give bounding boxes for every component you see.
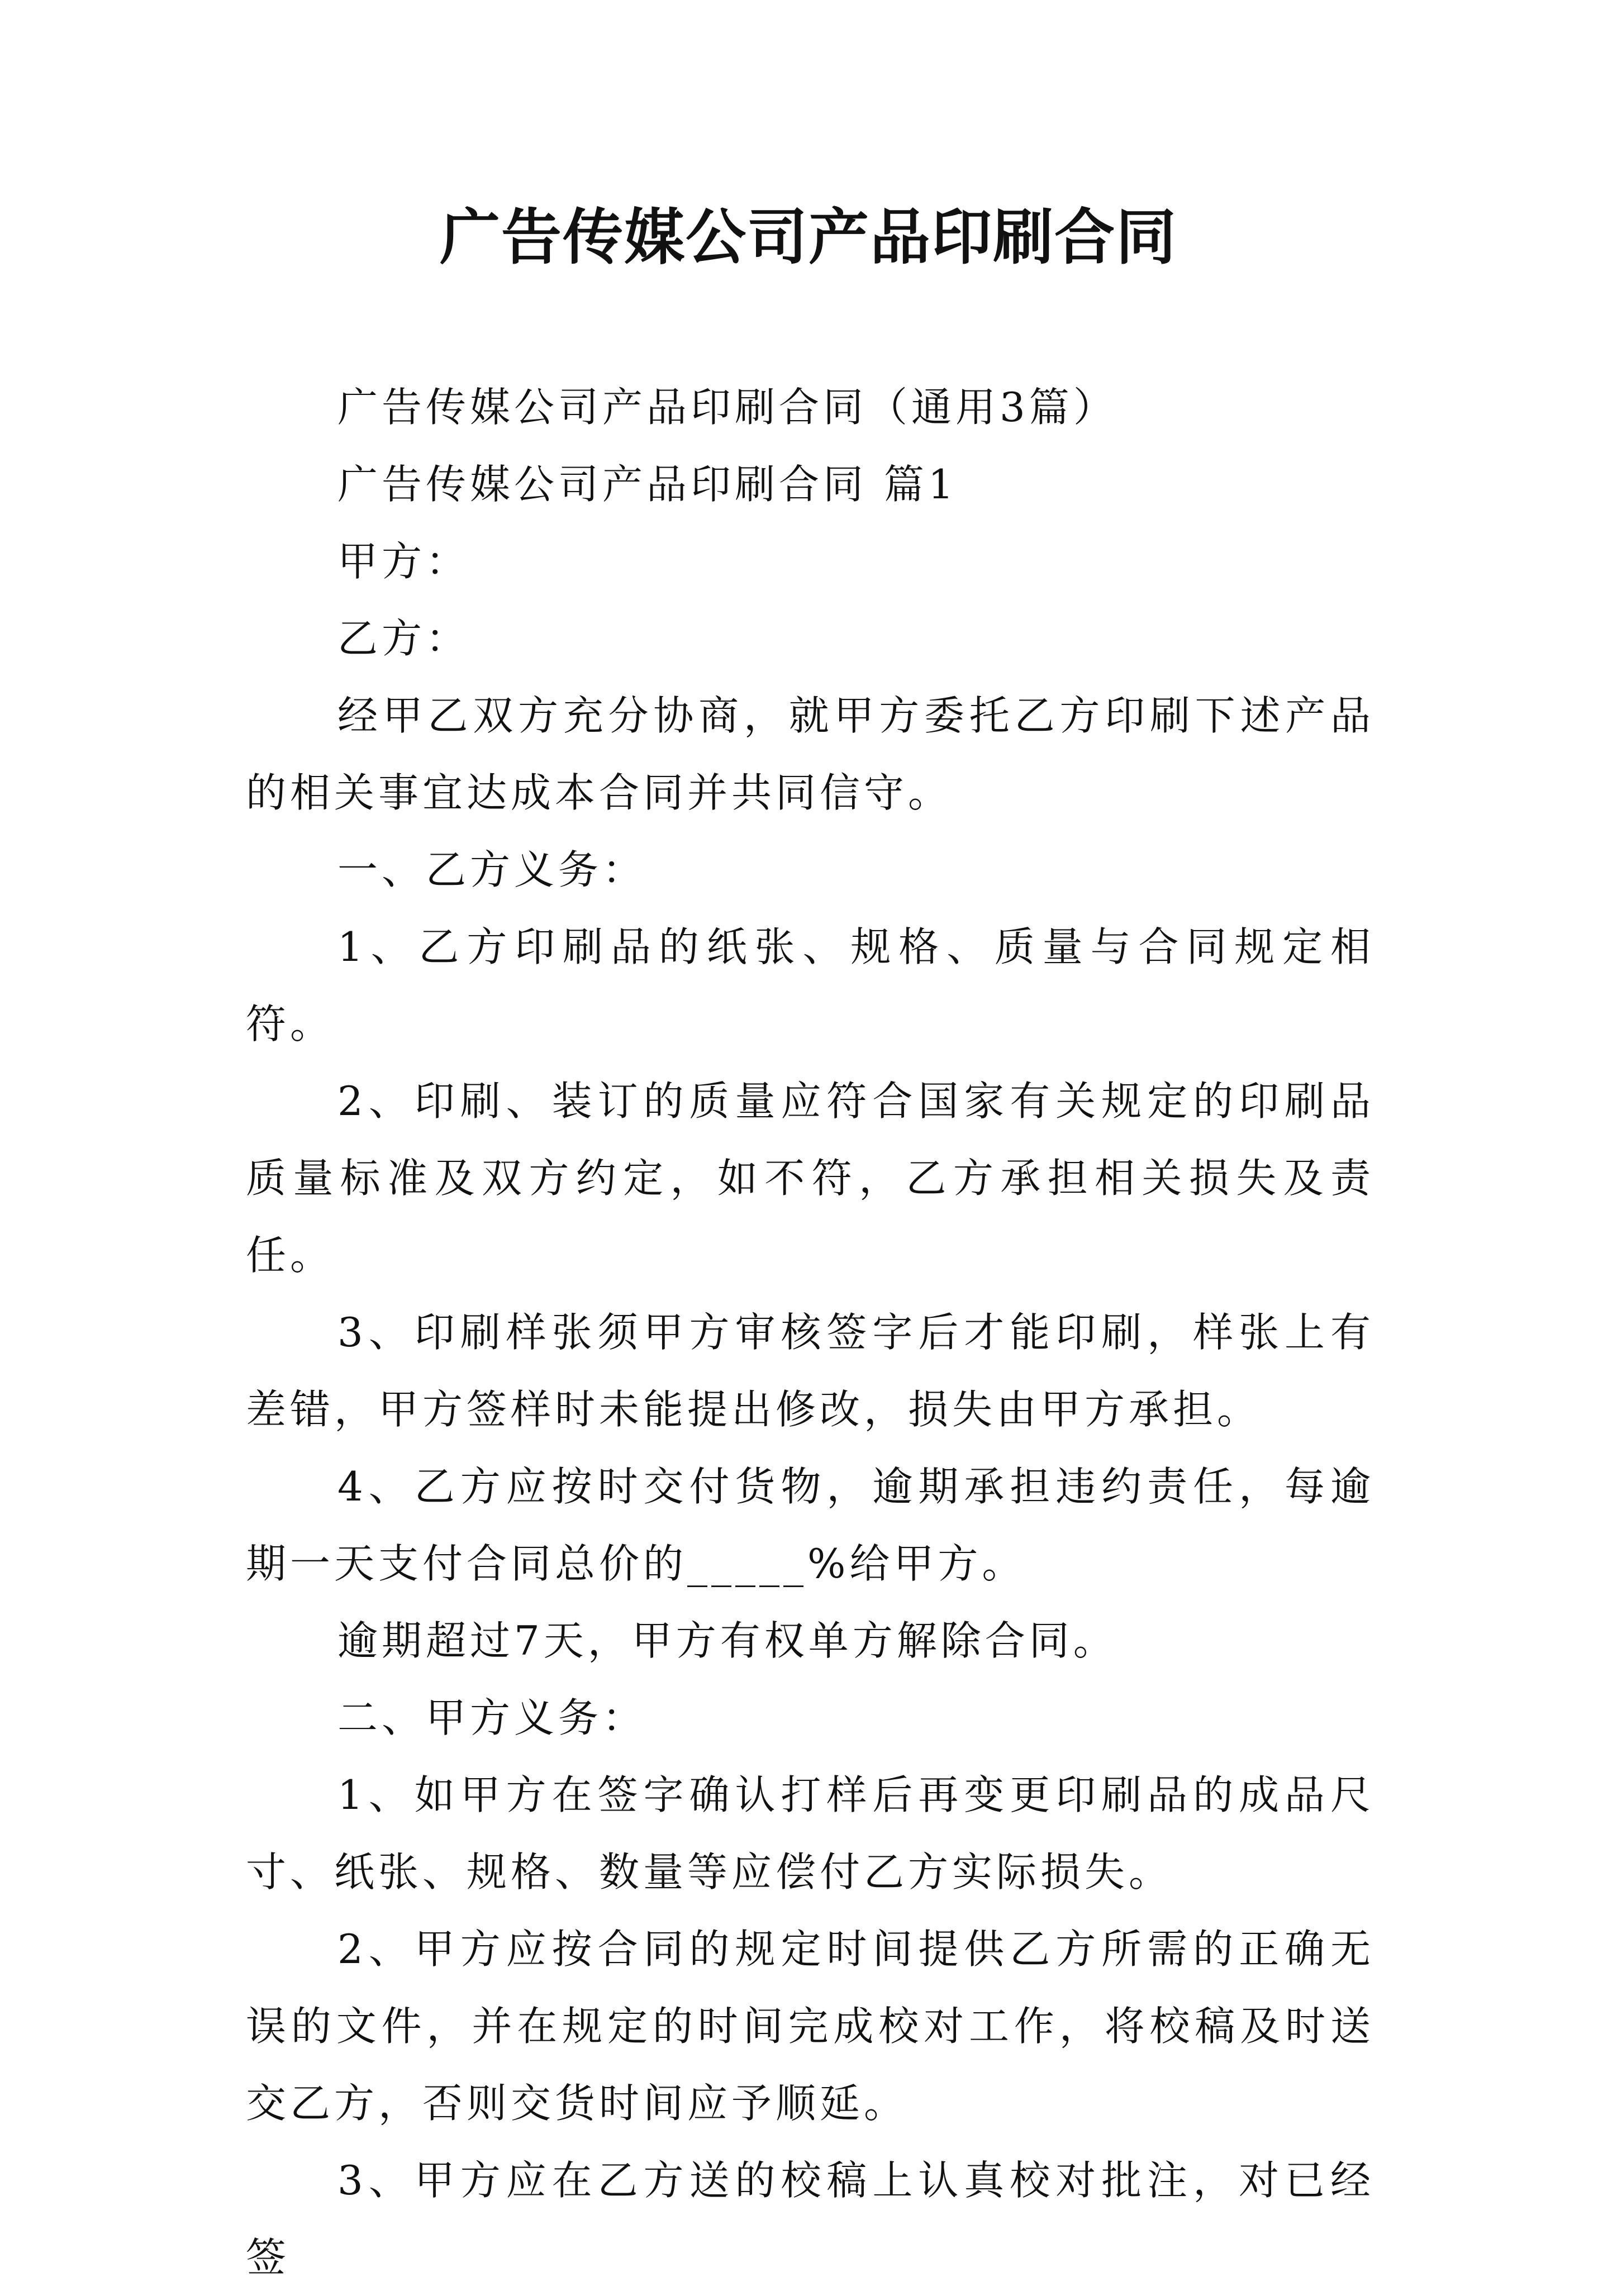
paragraph-clause: 逾期超过7天，甲方有权单方解除合同。 <box>337 1617 1117 1664</box>
paragraph-clause: 2、甲方应按合同的规定时间提供乙方所需的正确无误的文件，并在规定的时间完成校对工作，将校稿及时送交乙方，否则交货时间应予顺延。 <box>246 1926 1375 2127</box>
paragraph-clause: 1、乙方印刷品的纸张、规格、质量与合同规定相符。 <box>246 923 1375 1047</box>
document-body <box>246 369 1375 2296</box>
paragraph-clause: 2、印刷、装订的质量应符合国家有关规定的印刷品质量标准及双方约定，如不符，乙方承担相关损失及责任。 <box>246 1078 1375 1279</box>
paragraph-preamble: 经甲乙双方充分协商，就甲方委托乙方印刷下述产品的相关事宜达成本合同并共同信守。 <box>246 692 1375 816</box>
paragraph-clause: 1、如甲方在签字确认打样后再变更印刷品的成品尺寸、纸张、规格、数量等应偿付乙方实际损失。 <box>246 1771 1375 1895</box>
paragraph-heading-party-a-duties: 二、甲方义务： <box>337 1694 647 1741</box>
paragraph-clause: 3、印刷样张须甲方审核签字后才能印刷，样张上有差错，甲方签样时未能提出修改，损失由甲方承担。 <box>246 1309 1375 1433</box>
paragraph-clause: 3、甲方应在乙方送的校稿上认真校对批注，对已经签 <box>246 2157 1375 2281</box>
document-title: 广告传媒公司产品印刷合同 <box>439 202 1177 273</box>
paragraph-clause: 4、乙方应按时交付货物，逾期承担违约责任，每逾期一天支付合同总价的_____%给甲方。 <box>246 1463 1375 1587</box>
paragraph-heading-party-b-duties: 一、乙方义务： <box>337 846 647 893</box>
paragraph-party-b: 乙方： <box>337 615 470 662</box>
paragraph-section-heading: 广告传媒公司产品印刷合同 篇1 <box>337 461 958 508</box>
paragraph-subtitle: 广告传媒公司产品印刷合同（通用3篇） <box>337 384 1117 431</box>
paragraph-party-a: 甲方： <box>337 538 470 585</box>
